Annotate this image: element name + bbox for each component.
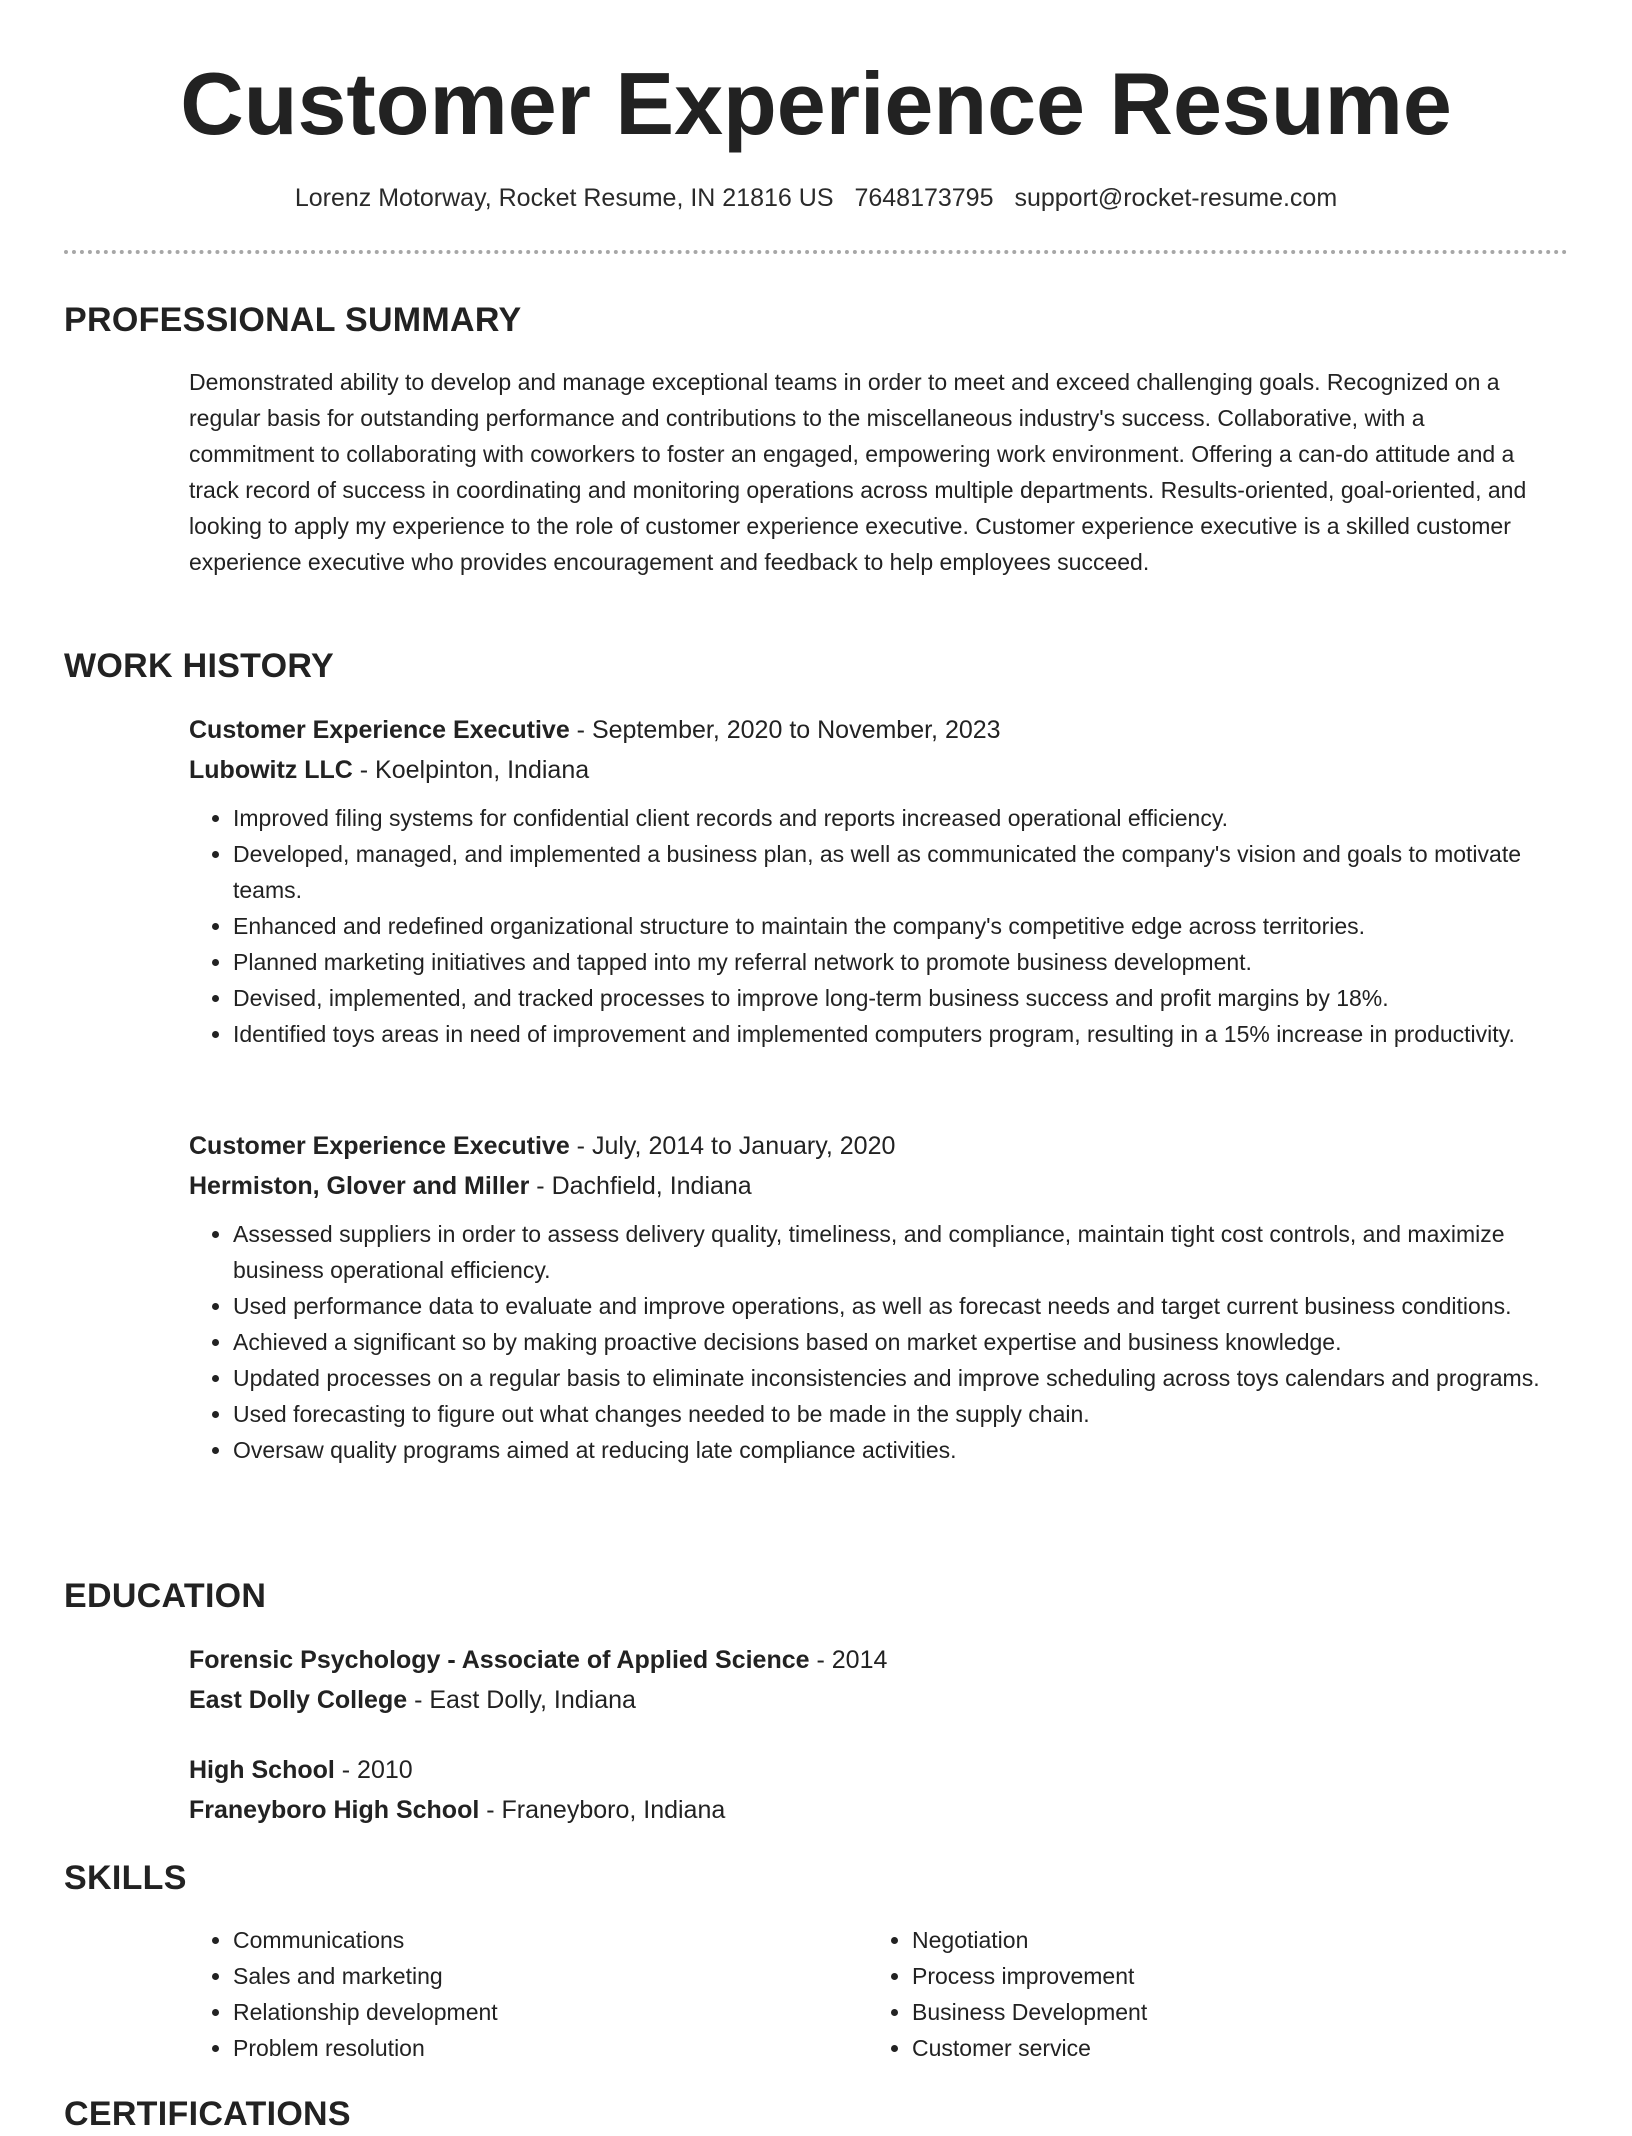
skills-column-right [868,1922,1488,2066]
job-bullets [189,1216,1549,1468]
education-entry [189,1640,1549,1720]
contact-address: Lorenz Motorway, Rocket Resume, IN 21816 US [294,184,834,212]
section-heading-work: WORK HISTORY [64,647,334,685]
contact-line [64,180,1568,216]
skills-list [868,1922,1488,2066]
skills-column-left [189,1922,809,2066]
job-bullet: • Enhanced and redefined organizational structure to maintain the company's competitive edge across territories. [233,908,1549,944]
job-bullet: • Used performance data to evaluate and improve operations, as well as forecast needs and target current business conditions. [233,1288,1549,1324]
job-bullet: • Used forecasting to figure out what changes needed to be made in the supply chain. [233,1396,1549,1432]
job-bullet: • Identified toys areas in need of improvement and implemented computers program, resulting in a 15% increase in productivity. [233,1016,1549,1052]
education-degree: Forensic Psychology - Associate of Applied Science [189,1646,810,1674]
job-title: Customer Experience Executive [189,1132,570,1160]
skills-list [189,1922,809,2066]
section-heading-certifications: CERTIFICATIONS [64,2095,351,2133]
summary-text: Demonstrated ability to develop and manage exceptional teams in order to meet and exceed challenging goals. Recognized on a regular basis for outstanding performance and contributions to the miscellaneous industry's success. Collaborative, with a commitment to collaborating with coworkers to foster an engaged, empowering work environment. Offering a can-do attitude and a track record of success in coordinating and monitoring operations across multiple departments. Results-oriented, goal-oriented, and looking to apply my experience to the role of customer experience executive. Customer experience executive is a skilled customer experience executive who provides encouragement and feedback to help employees succeed. [189,369,1527,575]
skill-item: • Customer service [912,2030,1488,2066]
job-company-line [189,750,1549,790]
contact-phone: 7648173795 [854,184,994,212]
skill-item: • Business Development [912,1994,1488,2030]
skill-item: • Problem resolution [233,2030,809,2066]
skill-item: • Negotiation [912,1922,1488,1958]
job-bullet: • Updated processes on a regular basis to eliminate inconsistencies and improve scheduling across toys calendars and programs. [233,1360,1549,1396]
education-location: - Franeyboro, Indiana [479,1796,726,1824]
job-bullet: • Assessed suppliers in order to assess delivery quality, timeliness, and compliance, maintain tight cost controls, and maximize business operational efficiency. [233,1216,1549,1288]
job-title-line [189,1126,1549,1166]
job-bullet: • Devised, implemented, and tracked processes to improve long-term business success and profit margins by 18%. [233,980,1549,1016]
job-entry [189,710,1549,1052]
resume-title: Customer Experience Resume [180,54,1452,153]
education-location: - East Dolly, Indiana [407,1686,636,1714]
education-school: Franeyboro High School [189,1796,480,1824]
job-bullet: • Improved filing systems for confidential client records and reports increased operational efficiency. [233,800,1549,836]
header-divider [64,250,1568,254]
job-entry [189,1126,1549,1468]
job-bullet: • Planned marketing initiatives and tapped into my referral network to promote business development. [233,944,1549,980]
skill-item: • Sales and marketing [233,1958,809,1994]
skill-item: • Communications [233,1922,809,1958]
job-dates: - September, 2020 to November, 2023 [569,716,1001,744]
education-degree: High School [189,1756,335,1784]
job-company: Lubowitz LLC [189,756,353,784]
summary-block [189,364,1549,580]
education-degree-line [189,1640,1549,1680]
job-dates: - July, 2014 to January, 2020 [569,1132,896,1160]
job-title: Customer Experience Executive [189,716,570,744]
section-heading-summary: PROFESSIONAL SUMMARY [64,301,522,339]
education-year: - 2014 [809,1646,888,1674]
education-school-line [189,1680,1549,1720]
education-school-line [189,1790,1549,1830]
job-company-line [189,1166,1549,1206]
education-year: - 2010 [334,1756,413,1784]
job-location: - Dachfield, Indiana [529,1172,752,1200]
job-bullets [189,800,1549,1052]
skill-item: • Relationship development [233,1994,809,2030]
job-bullet: • Oversaw quality programs aimed at reducing late compliance activities. [233,1432,1549,1468]
skill-item: • Process improvement [912,1958,1488,1994]
education-school: East Dolly College [189,1686,408,1714]
job-bullet: • Developed, managed, and implemented a business plan, as well as communicated the company's vision and goals to motivate teams. [233,836,1549,908]
job-location: - Koelpinton, Indiana [352,756,590,784]
education-entry [189,1750,1549,1830]
job-bullet: • Achieved a significant so by making proactive decisions based on market expertise and business knowledge. [233,1324,1549,1360]
education-degree-line [189,1750,1549,1790]
job-title-line [189,710,1549,750]
section-heading-skills: SKILLS [64,1859,187,1897]
contact-email: support@rocket-resume.com [1014,184,1338,212]
section-heading-education: EDUCATION [64,1577,267,1615]
job-company: Hermiston, Glover and Miller [189,1172,530,1200]
